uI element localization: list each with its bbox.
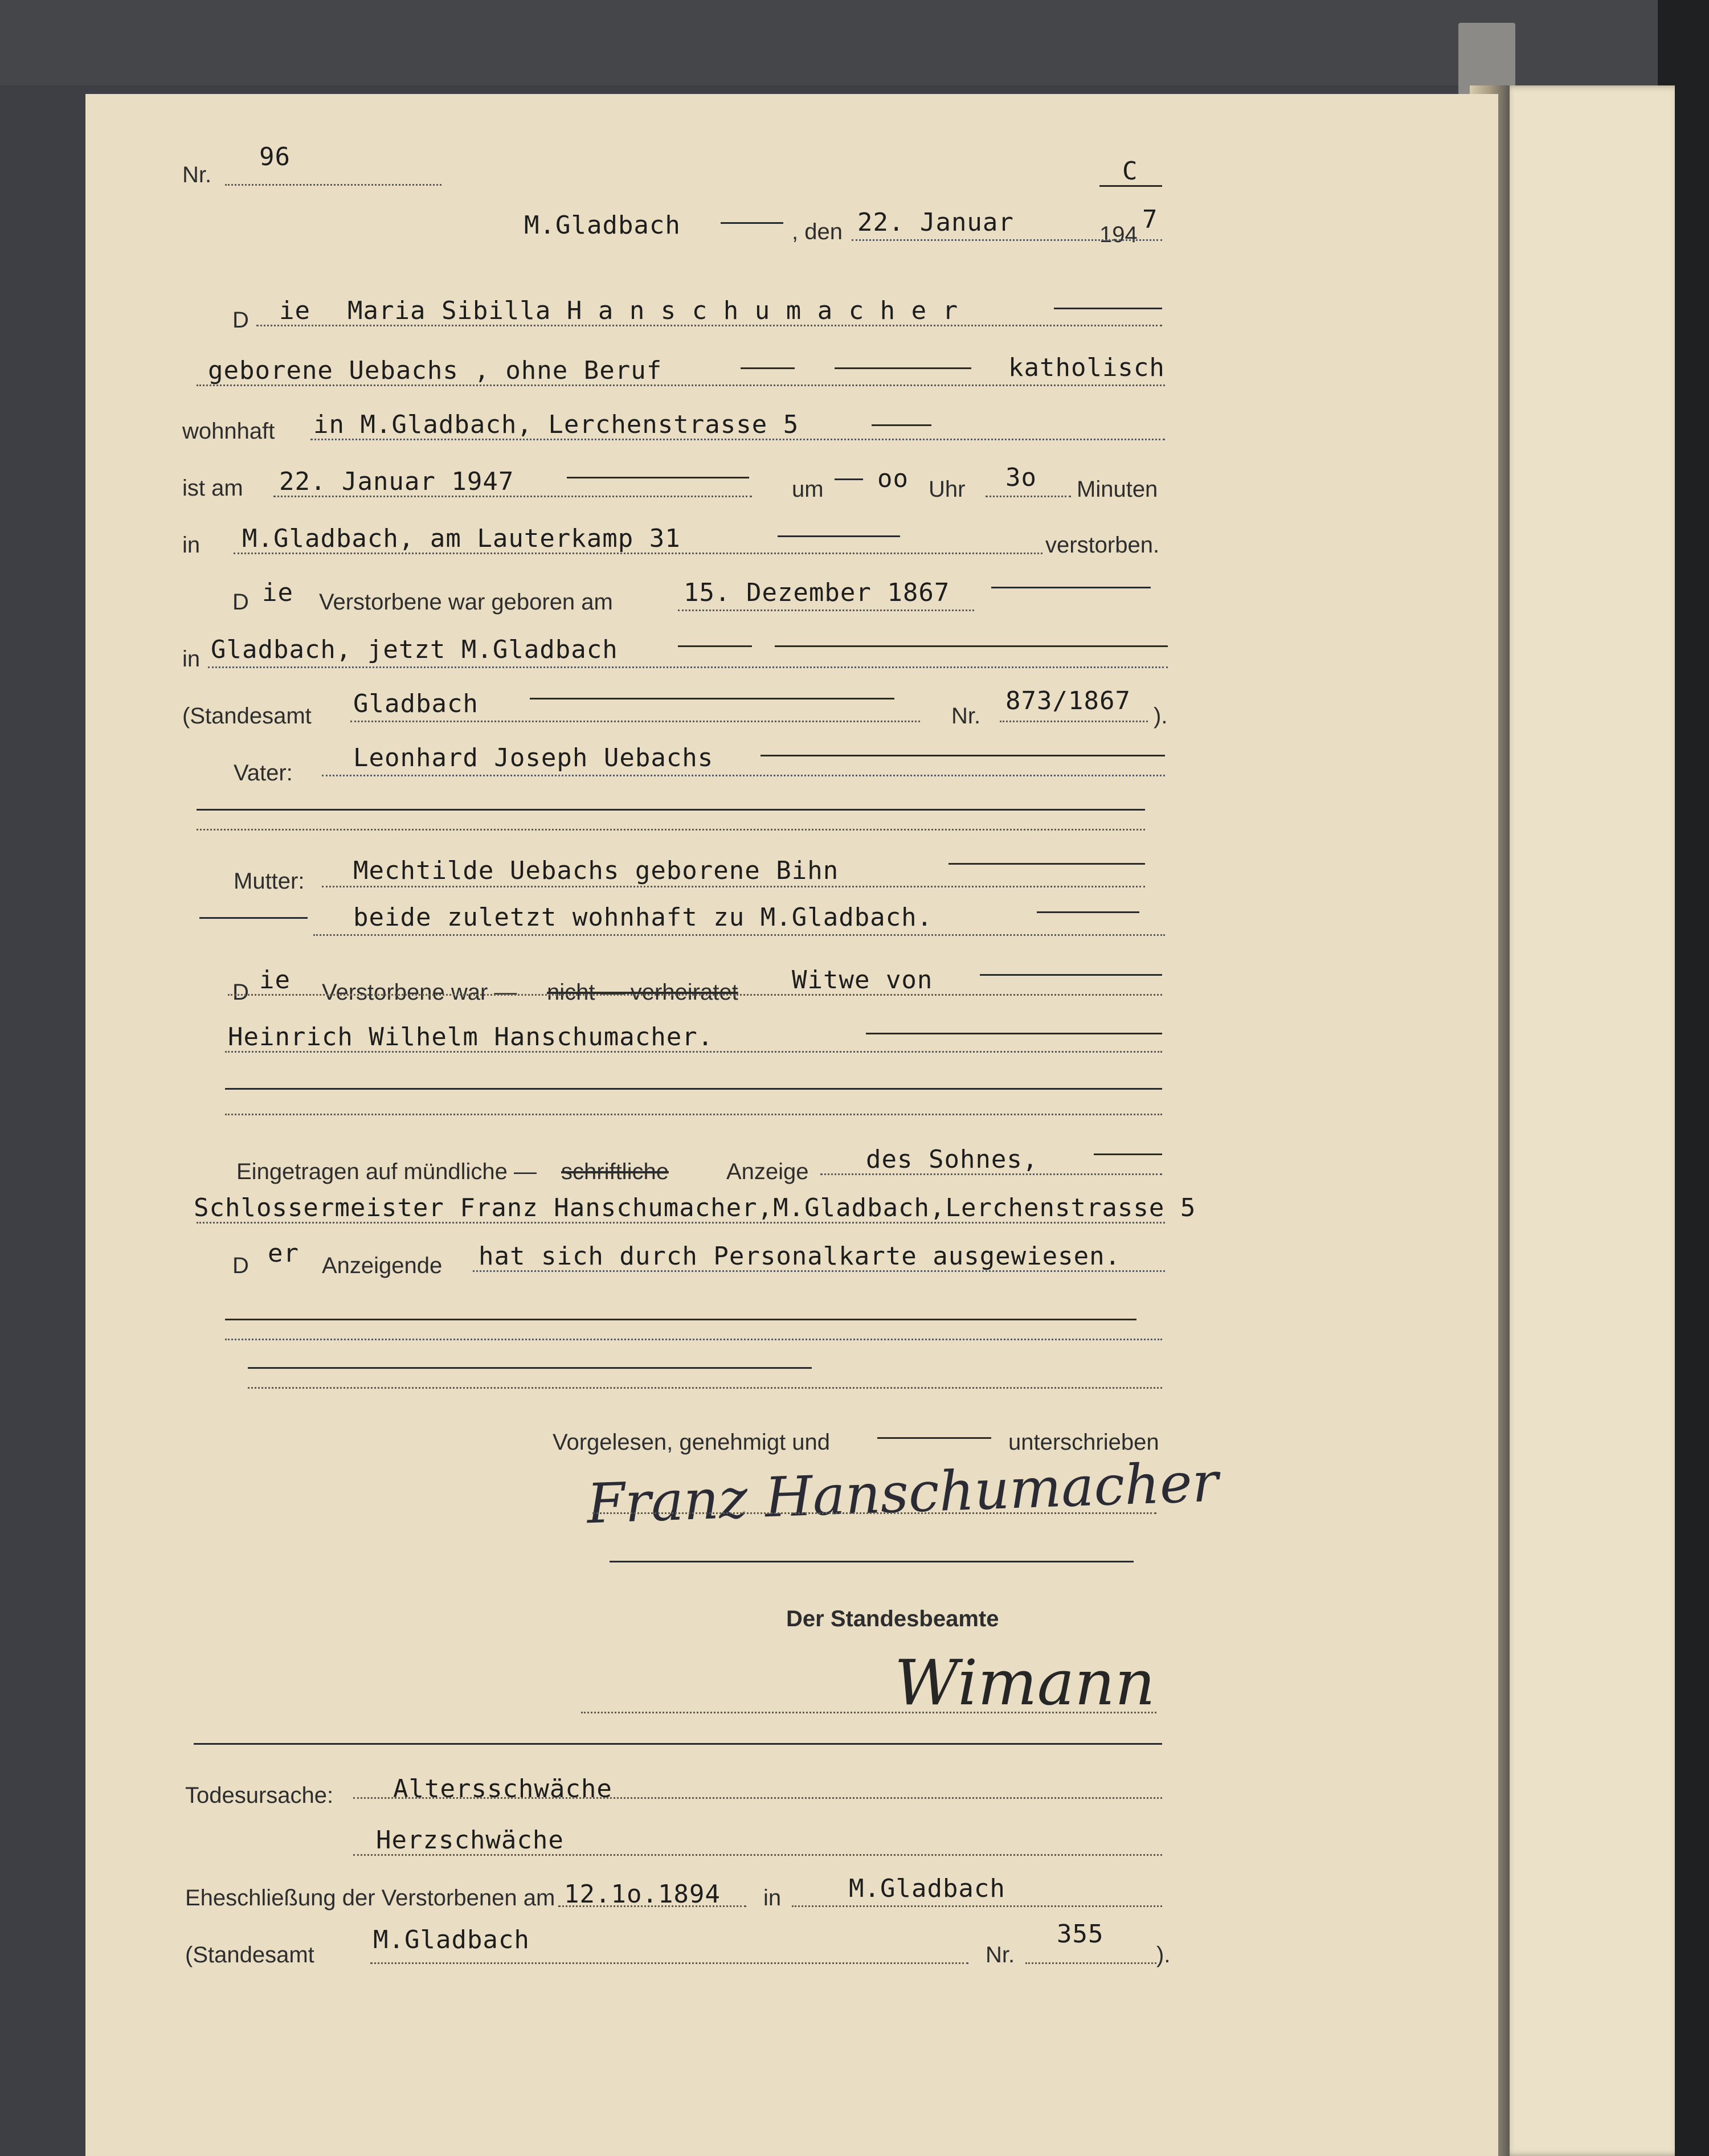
anzeigende-label: Anzeigende [322, 1253, 443, 1278]
registration-label-b: Anzeige [726, 1159, 809, 1184]
d-label-1: D [232, 308, 249, 333]
informant: Schlossermeister Franz Hanschumacher,M.Gladbach,Lerchenstrasse 5 [194, 1193, 1196, 1222]
registrar-label: Der Standesbeamte [786, 1606, 999, 1631]
series-letter: C [1122, 157, 1138, 186]
read-approved-label: Vorgelesen, genehmigt und [553, 1430, 831, 1455]
marriage-standesamt: M.Gladbach [373, 1925, 530, 1954]
signed-label: unterschrieben [1008, 1430, 1159, 1455]
informant-signature: Franz Hanschumacher [586, 1450, 1220, 1536]
marriage-place: M.Gladbach [849, 1874, 1005, 1903]
year-suffix: 7 [1142, 205, 1158, 234]
in-label-birth: in [182, 647, 201, 672]
spouse: Heinrich Wilhelm Hanschumacher. [228, 1022, 714, 1052]
marriage-date: 12.1o.1894 [564, 1880, 721, 1909]
death-minutes: 3o [1005, 463, 1037, 492]
birth-standesamt: Gladbach [353, 689, 479, 718]
marriage-nr: 355 [1057, 1920, 1104, 1949]
standesamt-label-1: (Standesamt [182, 703, 312, 729]
year-prefix: 194 [1099, 222, 1138, 247]
background-top [0, 0, 1709, 85]
birth-date: 15. Dezember 1867 [684, 578, 950, 607]
next-page [1504, 85, 1675, 2156]
residence-label: wohnhaft [182, 419, 275, 444]
vater: Leonhard Joseph Uebachs [353, 743, 714, 772]
death-hour: oo [877, 464, 909, 493]
d-label-2: D [232, 590, 249, 615]
registrar-signature: Wimann [894, 1646, 1155, 1719]
parents-note: beide zuletzt wohnhaft zu M.Gladbach. [353, 903, 933, 932]
close-paren-2: ). [1156, 1942, 1171, 1967]
death-certificate-page [85, 94, 1498, 2156]
verstorben-label: verstorben. [1045, 533, 1160, 558]
cause-line-2: Herzschwäche [376, 1826, 564, 1855]
d-suffix-1: ie [279, 296, 310, 325]
born-label: Verstorbene war geboren am [319, 590, 613, 615]
birth-name-occupation: geborene Uebachs , ohne Beruf [208, 356, 663, 385]
mutter-label: Mutter: [234, 869, 305, 894]
marital-status: Witwe von [792, 966, 933, 995]
um-label: um [792, 477, 824, 502]
birth-place: Gladbach, jetzt M.Gladbach [211, 635, 618, 664]
nr-value: 96 [259, 142, 291, 171]
death-date: 22. Januar 1947 [279, 467, 514, 496]
nr-label-birth: Nr. [951, 703, 981, 729]
registration-label-a: Eingetragen auf mündliche — [236, 1159, 537, 1184]
residence: in M.Gladbach, Lerchenstrasse 5 [313, 410, 799, 439]
mutter: Mechtilde Uebachs geborene Bihn [353, 856, 839, 885]
vater-label: Vater: [234, 760, 293, 786]
minuten-label: Minuten [1077, 477, 1158, 502]
uhr-label: Uhr [929, 477, 966, 502]
registration-struck: schriftliche [561, 1159, 669, 1184]
cause-line-1: Altersschwäche [393, 1774, 612, 1803]
den-label: , den [792, 219, 843, 244]
marriage-label: Eheschließung der Verstorbenen am [185, 1885, 555, 1910]
in-label-marriage: in [763, 1885, 782, 1910]
header-date: 22. Januar [857, 208, 1014, 237]
nr-label: Nr. [182, 162, 212, 187]
d-label-3: D [232, 980, 249, 1005]
close-paren-1: ). [1154, 703, 1168, 729]
in-label-death: in [182, 533, 201, 558]
d-suffix-4: er [268, 1239, 299, 1268]
deceased-name: Maria Sibilla H a n s c h u m a c h e r [347, 296, 959, 325]
death-place: M.Gladbach, am Lauterkamp 31 [242, 524, 681, 553]
nr-label-marriage: Nr. [986, 1942, 1015, 1967]
struck-status: nicht — verheiratet [547, 980, 738, 1005]
informant-relation: des Sohnes, [866, 1145, 1039, 1174]
birth-nr: 873/1867 [1005, 686, 1131, 715]
d-suffix-3: ie [259, 966, 291, 995]
war-label: Verstorbene war — [322, 980, 517, 1005]
ist-am-label: ist am [182, 476, 243, 501]
cause-label: Todesursache: [185, 1783, 334, 1808]
religion: katholisch [1008, 353, 1165, 382]
identification: hat sich durch Personalkarte ausgewiesen. [479, 1242, 1121, 1271]
header-place: M.Gladbach [524, 211, 681, 240]
d-suffix-2: ie [262, 578, 293, 607]
standesamt-label-2: (Standesamt [185, 1942, 314, 1967]
d-label-4: D [232, 1253, 249, 1278]
